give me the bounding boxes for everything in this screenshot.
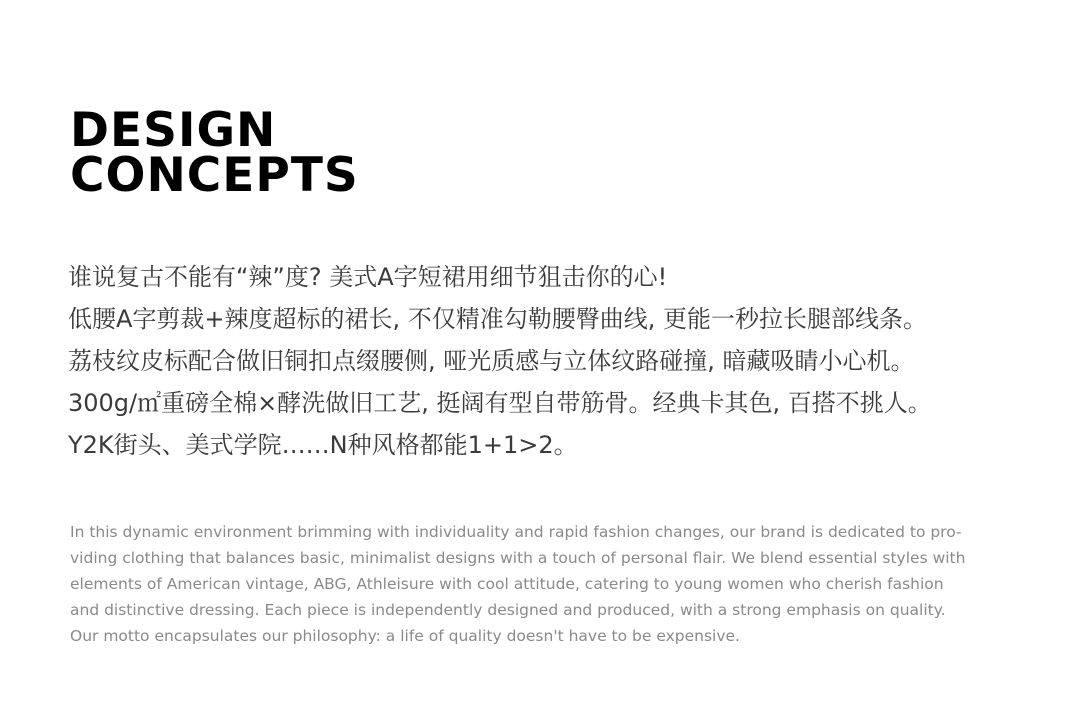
english-description-line: Our motto encapsulates our philosophy: a life of quality doesn't have to be expensive. [70, 627, 740, 645]
page-title-line-1: DESIGN [70, 103, 277, 158]
chinese-description-line: Y2K街头、美式学院……N种风格都能1+1>2。 [68, 431, 578, 459]
chinese-description-line: 谁说复古不能有“辣”度? 美式A字短裙用细节狙击你的心! [68, 263, 668, 291]
page-title [70, 103, 359, 203]
chinese-description [68, 256, 1068, 466]
chinese-description-line: 300g/㎡重磅全棉×酵洗做旧工艺, 挺阔有型自带筋骨。经典卡其色, 百搭不挑人。 [68, 389, 932, 417]
chinese-description-line: 荔枝纹皮标配合做旧铜扣点缀腰侧, 哑光质感与立体纹路碰撞, 暗藏吸睛小心机。 [68, 347, 915, 375]
chinese-description-line: 低腰A字剪裁+辣度超标的裙长, 不仅精准勾勒腰臀曲线, 更能一秒拉长腿部线条。 [68, 305, 928, 333]
page-title-line-2: CONCEPTS [70, 148, 359, 203]
english-description-line: and distinctive dressing. Each piece is independently designed and produced, with a strong emphasis on quality. [70, 601, 946, 619]
english-description-line: elements of American vintage, ABG, Athleisure with cool attitude, catering to young women who cherish fashion [70, 575, 944, 593]
english-description-line: viding clothing that balances basic, minimalist designs with a touch of personal flair. We blend essential styles with [70, 549, 966, 567]
english-description-line: In this dynamic environment brimming with individuality and rapid fashion changes, our brand is dedicated to pro- [70, 523, 962, 541]
english-description [70, 519, 1020, 649]
